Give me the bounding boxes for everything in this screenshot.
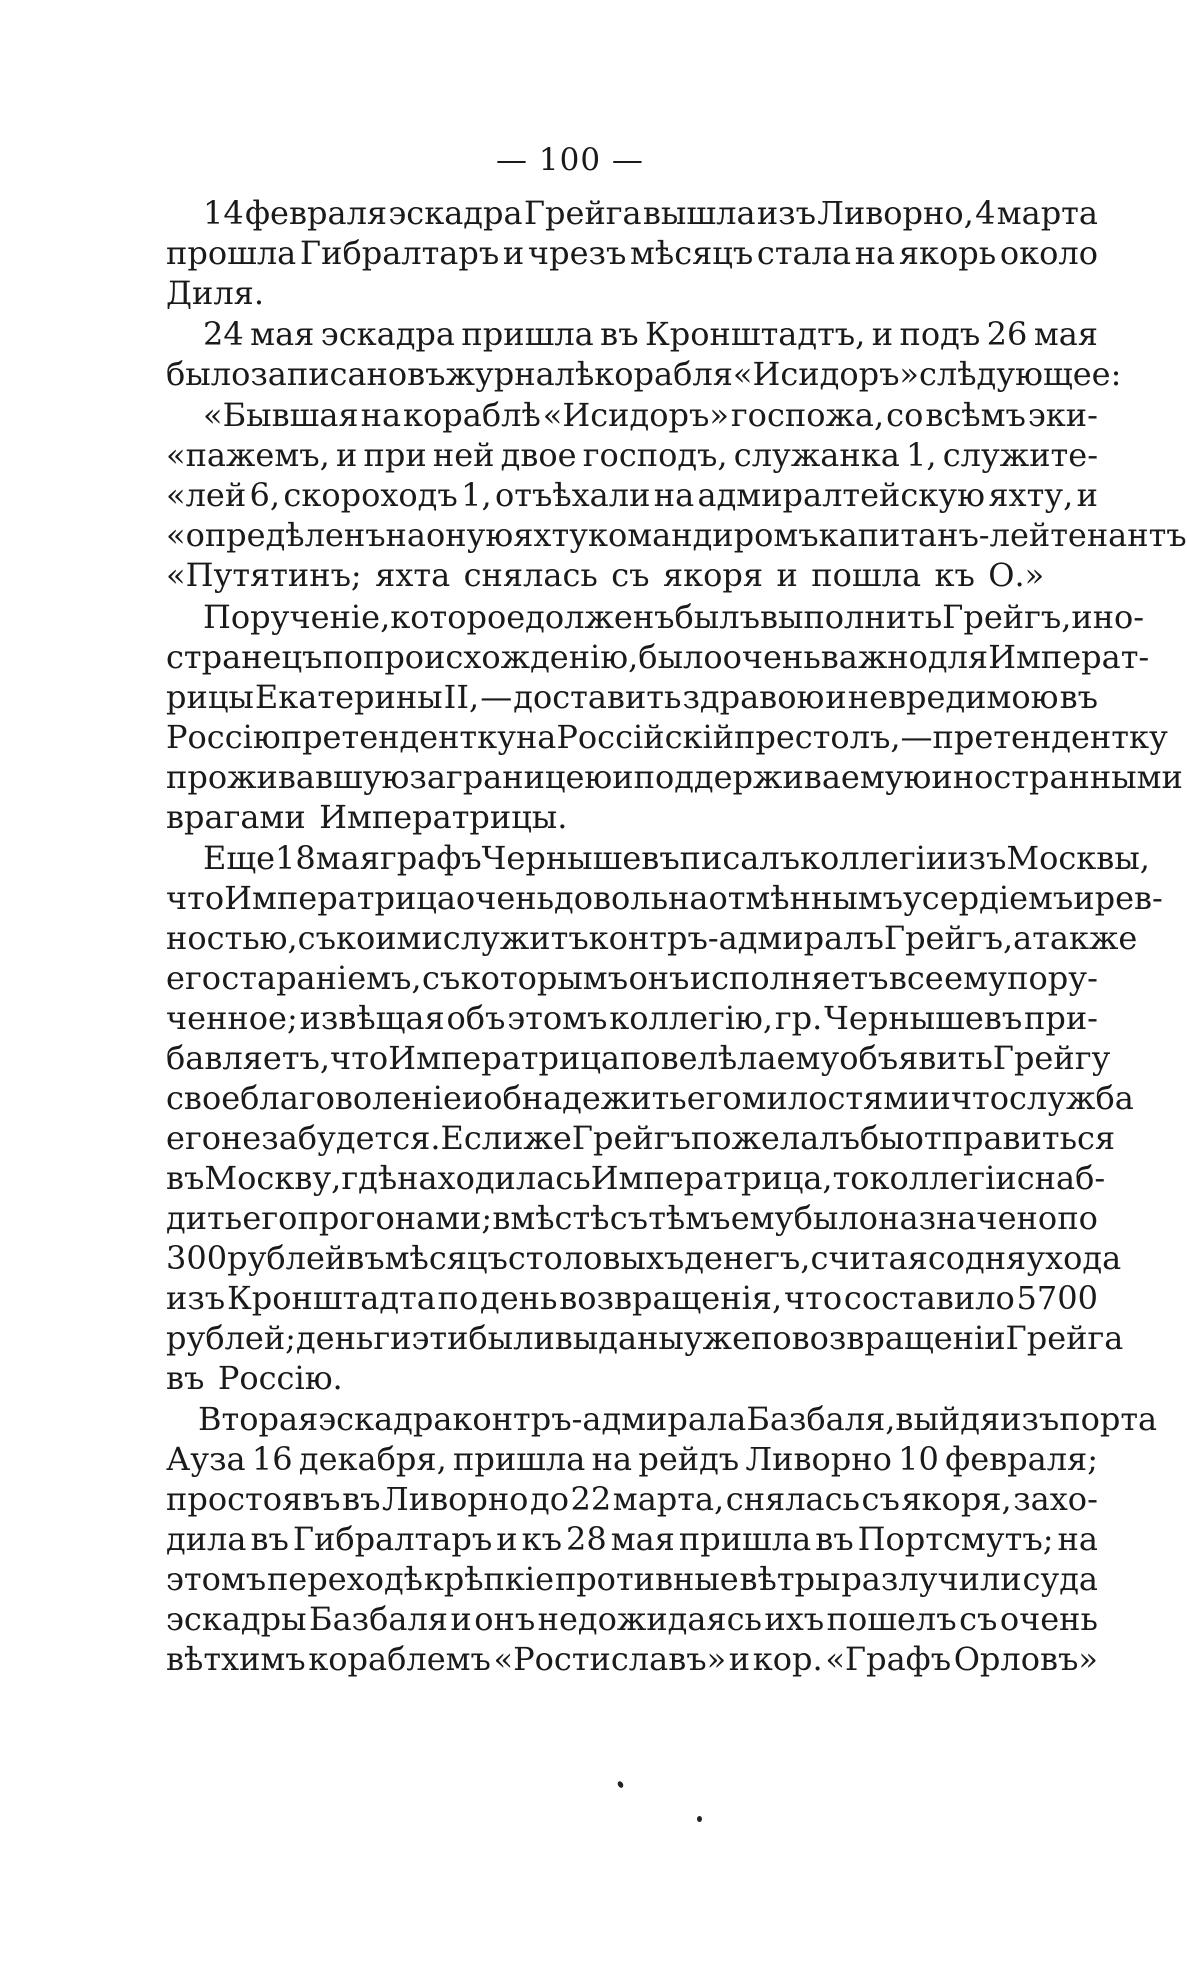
text-line: 14 февраля эскадра Грейга вышла изъ Ливорно, 4 марта <box>203 194 1098 232</box>
text-line: въ Россію. <box>166 1359 343 1397</box>
page-number: — 100 — <box>496 142 644 178</box>
text-line: «опредѣленъ на оную яхту командиромъ капитанъ-лейтенантъ <box>166 516 1187 554</box>
print-speck <box>617 1780 625 1789</box>
text-line: рицы Екатерины II, — доставить здравою и невредимою въ <box>166 678 1098 716</box>
text-line: было записано въ журналѣ корабля «Исидоръ» слѣдующее: <box>166 355 1122 393</box>
text-line: Порученіе, которое долженъ былъ выполнить Грейгъ, ино- <box>203 598 1145 636</box>
text-line: Ауза 16 декабря, пришла на рейдъ Ливорно 10 февраля; <box>166 1440 1098 1478</box>
text-line: врагами Императрицы. <box>166 798 568 836</box>
text-line: дила въ Гибралтаръ и къ 28 мая пришла въ Портсмутъ; на <box>166 1520 1098 1558</box>
text-line: Диля. <box>166 274 265 312</box>
text-line: 24 мая эскадра пришла въ Кронштадтъ, и подъ 26 мая <box>203 315 1098 353</box>
text-line: ченное; извѣщая объ этомъ коллегію, гр. Чернышевъ при- <box>166 999 1098 1037</box>
text-line: рублей; деньги эти были выданы уже по возвращеніи Грейга <box>166 1319 1124 1357</box>
text-line: дить его прогонами; вмѣстѣ съ тѣмъ ему было назначено по <box>166 1199 1098 1237</box>
print-speck <box>697 1816 702 1822</box>
text-line: ностью, съ коими служитъ контръ-адмиралъ Грейгъ, а также <box>166 919 1138 957</box>
text-line: изъ Кронштадта по день возвращенія, что составило 5700 <box>166 1279 1098 1317</box>
text-line: «Бывшая на кораблѣ «Исидоръ» госпожа, со всѣмъ эки- <box>203 396 1098 434</box>
text-line: его не забудется. Если же Грейгъ пожелалъ бы отправиться <box>166 1119 1116 1157</box>
text-line: свое благоволеніе и обнадежить его милостями и что служба <box>166 1079 1134 1117</box>
text-line: бавляетъ, что Императрица повелѣла ему объявить Грейгу <box>166 1039 1111 1077</box>
text-line: Вторая эскадра контръ-адмирала Базбаля, выйдя изъ порта <box>198 1400 1158 1438</box>
text-line: этомъ переходѣ крѣпкіе противные вѣтры разлучили суда <box>166 1560 1098 1598</box>
text-line: Россію претендентку на Россійскій престолъ, — претендентку <box>166 718 1168 756</box>
text-line: «Путятинъ; яхта снялась съ якоря и пошла къ О.» <box>166 556 1045 594</box>
text-line: что Императрица очень довольна отмѣннымъ усердіемъ и рев- <box>166 879 1163 917</box>
text-line: странецъ по происхожденію, было очень важно для Императ- <box>166 638 1150 676</box>
text-line: Еще 18 мая графъ Чернышевъ писалъ коллегіи изъ Москвы, <box>203 839 1150 877</box>
text-line: проживавшую заграницею и поддерживаемую иностранными <box>166 758 1183 796</box>
text-line: 300 рублей въ мѣсяцъ столовыхъ денегъ, считая со дня ухода <box>166 1239 1122 1277</box>
text-line: прошла Гибралтаръ и чрезъ мѣсяцъ стала на якорь около <box>166 234 1098 272</box>
text-line: въ Москву, гдѣ находилась Императрица, то коллегіи снаб- <box>166 1159 1106 1197</box>
text-line: эскадры Базбаля и онъ недожидаясь ихъ пошелъ съ очень <box>166 1600 1098 1638</box>
text-line: «лей 6, скороходъ 1, отъѣхали на адмиралтейскую яхту, и <box>166 476 1098 514</box>
text-line: «пажемъ, и при ней двое господъ, служанка 1, служите- <box>166 436 1098 474</box>
text-line: простоявъ въ Ливорно до 22 марта, снялась съ якоря, захо- <box>166 1480 1098 1518</box>
text-line: вѣтхимъ кораблемъ «Ростиславъ» и кор. «Графъ Орловъ» <box>166 1640 1098 1678</box>
text-line: его стараніемъ, съ которымъ онъ исполняетъ все ему пору- <box>166 959 1098 997</box>
